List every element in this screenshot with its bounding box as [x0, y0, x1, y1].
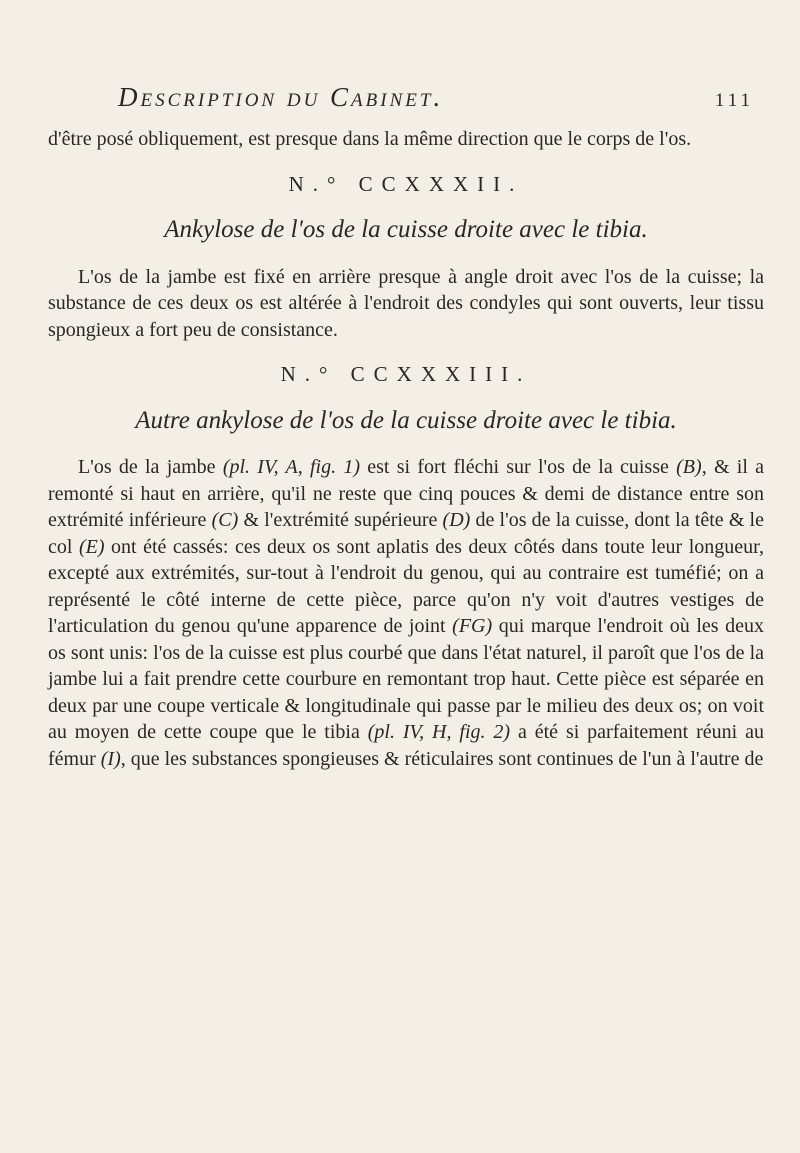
plate-reference: (pl. IV, A, fig. 1) [222, 456, 361, 478]
entry-paragraph-232: L'os de la jambe est fixé en arrière presque à angle droit avec l'os de la cuisse; la substance de ces deux os est altérée à l'endroit des condyles qui sont ouverts, leur tissu spongieux a fort peu de consistance. [48, 265, 764, 341]
text-segment: qui marque l'endroit où les deux os sont unis: l'os de la cuisse est plus courbé que dans l'état naturel, il paroît que l'os de la jambe lui a fait prendre cette courbure en remontant trop haut. Cette pièce est séparée en deux par une coupe verticale & longitudinale qui passe par le milieu des deux os; on voit au moyen de cette coupe que le tibia [48, 615, 764, 743]
text-segment: , & il a remonté si haut en arrière, qu'il ne reste que cinq pouces & demi de distance entre son extrémité inférieure [48, 456, 765, 531]
text-segment: L'os de la jambe [78, 456, 223, 478]
plate-reference: (FG) [452, 615, 493, 637]
page-number: 111 [714, 90, 754, 111]
text-segment: a été si parfaitement réuni au fémur [48, 721, 765, 770]
plate-reference: (D) [442, 509, 471, 531]
text-segment: de l'os de la cuisse, dont la tête & le col [48, 509, 764, 558]
body-text [48, 126, 764, 772]
plate-reference: (C) [211, 509, 239, 531]
entry-title-233: Autre ankylose de l'os de la cuisse droite avec le tibia. [135, 406, 677, 434]
plate-reference: (B) [676, 456, 702, 478]
text-segment: , que les substances spongieuses & réticulaires sont continues de l'un à l'autre de [120, 747, 764, 770]
text-segment: & l'extrémité supérieure [238, 509, 443, 531]
intro-paragraph: d'être posé obliquement, est presque dans la même direction que le corps de l'os. [48, 128, 692, 150]
entry-number-233: N.° CCXXXIII. [280, 362, 532, 386]
text-segment: ont été cassés: ces deux os sont aplatis des deux côtés dans toute leur longueur, excepté aux extrémités, sur-tout à l'endroit du genou, qui au contraire est tuméfié; on a représenté le côté interne de cette pièce, parce qu'on n'y voit d'autres vestiges de l'articulation du genou qu'une apparence de joint [48, 535, 764, 637]
running-title: Description du Cabinet. [118, 82, 444, 112]
text-segment: est si fort fléchi sur l'os de la cuisse [360, 456, 677, 478]
plate-reference: (pl. IV, H, fig. 2) [367, 721, 511, 743]
running-head [118, 82, 764, 118]
book-page [48, 0, 764, 1153]
entry-number-232: N.° CCXXXII. [288, 171, 524, 196]
plate-reference: (I) [100, 747, 121, 770]
entry-paragraph-233 [48, 454, 764, 772]
entry-title-232: Ankylose de l'os de la cuisse droite avec le tibia. [164, 216, 648, 243]
plate-reference: (E) [78, 535, 105, 558]
